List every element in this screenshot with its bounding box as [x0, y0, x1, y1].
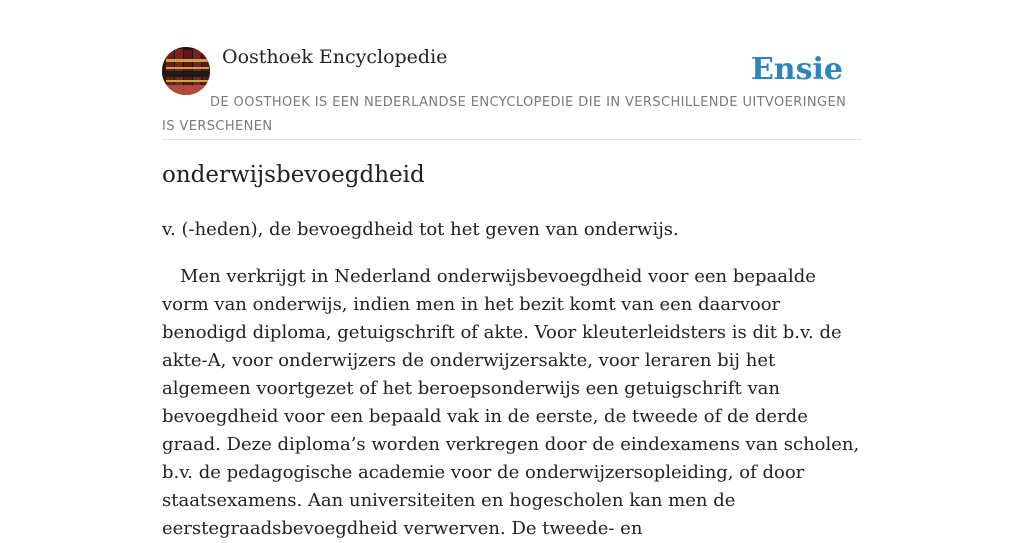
entry-body: Men verkrijgt in Nederland onderwijsbevoegdheid voor een bepaalde vorm van onderwijs, indien men in het bezit komt van een daarvoor benodigd diploma, getuigschrift of akte. Voor kleuterleidsters is dit b.v. de akte-A, voor onderwijzers de onderwijzersakte, voor leraren bij het algemeen voortgezet of het beroepsonderwijs een getuigschrift van bevoegdheid voor een bepaald vak in de eerste, de tweede of de derde graad. Deze diploma’s worden verkregen door de eindexamens van scholen, b.v. de pedagogische academie voor de onderwijzersopleiding, of door staatsexamens. Aan universiteiten en hogescholen kan men de eerstegraadsbevoegdheid verwerven. De tweede- en	[162, 266, 860, 539]
ensie-logo-link[interactable]: Ensie	[750, 52, 843, 87]
source-title-link[interactable]: Oosthoek Encyclopedie	[222, 46, 448, 68]
source-tagline: DE OOSTHOEK IS EEN NEDERLANDSE ENCYCLOPEDIE DIE IN VERSCHILLENDE UITVOERINGEN IS VERSCHENEN	[162, 95, 847, 134]
site-header	[162, 40, 862, 140]
entry-title: onderwijsbevoegdheid	[162, 162, 425, 188]
entry-definition: v. (-heden), de bevoegdheid tot het geven van onderwijs.	[162, 219, 679, 240]
book-spines-icon[interactable]	[162, 47, 210, 95]
